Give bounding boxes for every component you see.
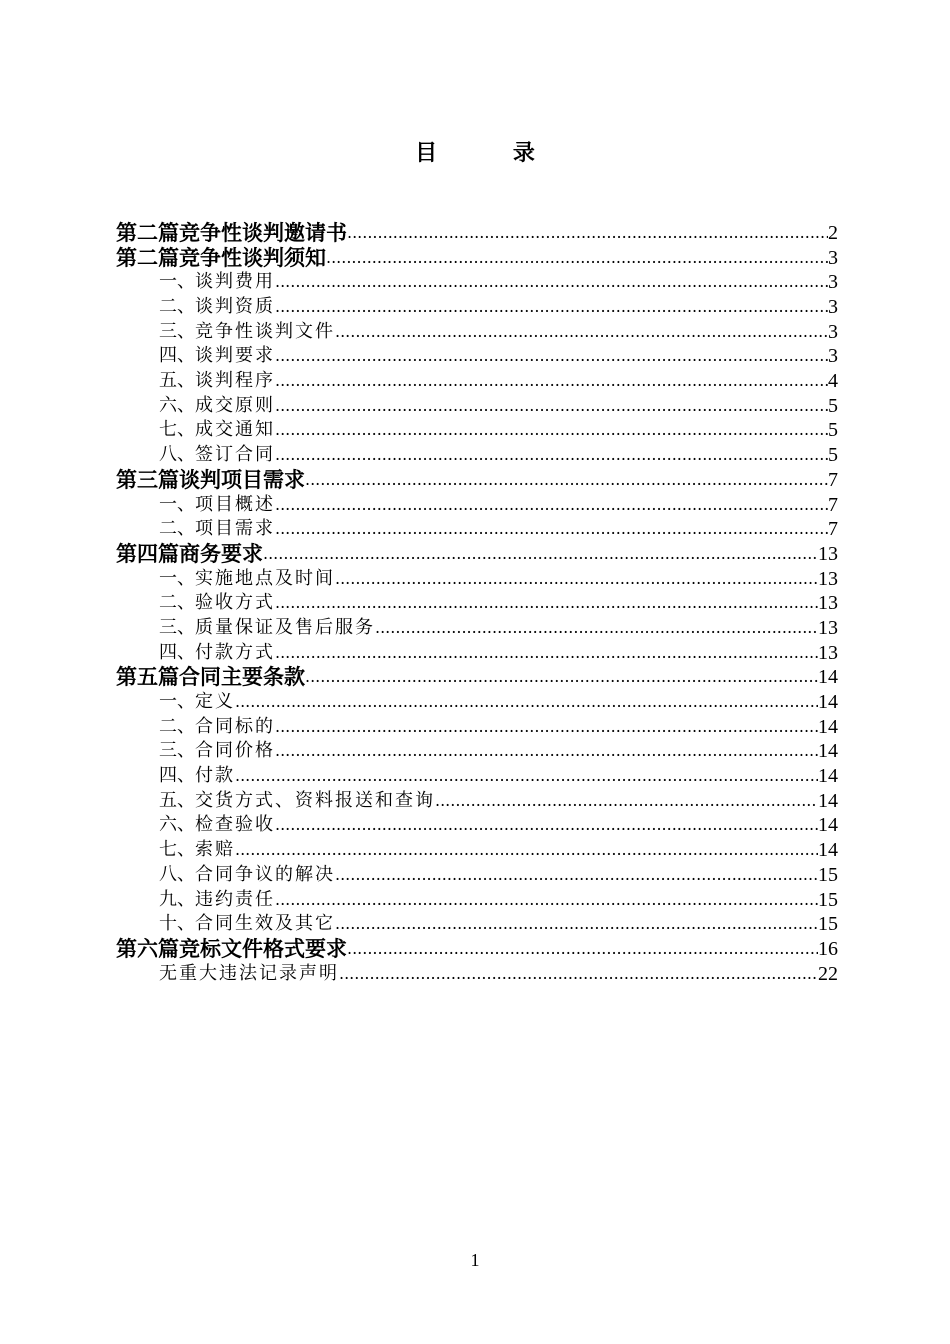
toc-section-entry[interactable] [116,493,838,518]
toc-leader-dots [275,295,828,320]
toc-entry-label: 谈判程序 [195,370,275,392]
toc-entry-number: 一、 [159,493,195,515]
toc-page-number: 14 [818,740,838,763]
toc-entry-label: 成交通知 [195,419,275,441]
toc-page-number: 13 [818,567,838,590]
toc-leader-dots [275,443,828,468]
toc-section-entry[interactable] [116,690,838,715]
toc-leader-dots [275,394,828,419]
toc-chapter-entry[interactable] [116,246,838,271]
toc-chapter-entry[interactable] [116,468,838,493]
toc-entry-number: 第五篇 [116,664,179,690]
toc-page-number: 14 [818,789,838,812]
toc-section-entry[interactable] [116,962,838,987]
toc-chapter-entry[interactable] [116,937,838,962]
toc-entry-label: 项目需求 [195,518,275,540]
toc-entry-label: 竞争性谈判须知 [179,244,326,270]
toc-leader-dots [335,567,818,592]
toc-leader-dots [305,468,828,493]
toc-entry-label: 成交原则 [195,394,275,416]
toc-leader-dots [375,616,818,641]
toc-leader-dots [235,764,818,789]
toc-leader-dots [275,641,818,666]
toc-entry-number: 三、 [159,320,195,342]
toc-page-number: 2 [828,221,838,244]
toc-page-number: 13 [818,641,838,664]
toc-page-number: 13 [818,592,838,615]
toc-entry-number: 七、 [159,839,195,861]
toc-leader-dots [275,739,818,764]
toc-entry-number: 四、 [159,765,195,787]
toc-chapter-entry[interactable] [116,221,838,246]
toc-section-entry[interactable] [116,369,838,394]
toc-chapter-entry[interactable] [116,665,838,690]
toc-entry-label: 付款方式 [195,641,275,663]
toc-page-number: 13 [818,616,838,639]
toc-section-entry[interactable] [116,789,838,814]
toc-leader-dots [275,517,828,542]
toc-page-number: 22 [818,962,838,985]
toc-section-entry[interactable] [116,591,838,616]
toc-section-entry[interactable] [116,912,838,937]
toc-section-entry[interactable] [116,320,838,345]
toc-leader-dots [275,493,828,518]
toc-leader-dots [275,369,828,394]
page-number: 1 [470,1250,480,1270]
toc-entry-number: 第二篇 [116,244,179,270]
toc-entry-label: 检查验收 [195,814,275,836]
toc-leader-dots [347,221,828,246]
toc-entry-number: 三、 [159,740,195,762]
toc-entry-number: 六、 [159,394,195,416]
toc-entry-label: 违约责任 [195,888,275,910]
toc-entry-number: 二、 [159,296,195,318]
toc-section-entry[interactable] [116,517,838,542]
toc-entry-number: 四、 [159,641,195,663]
toc-leader-dots [435,789,818,814]
toc-entry-label: 竞标文件格式要求 [179,935,347,961]
toc-entry-label: 合同标的 [195,715,275,737]
toc-entry-number: 九、 [159,888,195,910]
toc-section-entry[interactable] [116,567,838,592]
toc-page-number: 4 [828,370,838,393]
toc-entry-label: 交货方式、资料报送和查询 [195,789,435,811]
toc-entry-label: 谈判资质 [195,296,275,318]
toc-page-number: 5 [828,394,838,417]
toc-entry-label: 付款 [195,765,235,787]
toc-section-entry[interactable] [116,394,838,419]
toc-leader-dots [275,418,828,443]
toc-leader-dots [275,270,828,295]
toc-page-number: 3 [828,320,838,343]
toc-entry-number: 六、 [159,814,195,836]
toc-entry-label: 竞争性谈判文件 [195,320,335,342]
toc-entry-label: 签订合同 [195,444,275,466]
toc-entry-label: 谈判要求 [195,345,275,367]
toc-entry-number: 五、 [159,370,195,392]
toc-entry-number: 第二篇 [116,219,179,245]
toc-page-number: 15 [818,913,838,936]
toc-leader-dots [235,690,818,715]
toc-chapter-entry[interactable] [116,542,838,567]
toc-page-number: 7 [828,468,838,491]
toc-leader-dots [275,715,818,740]
toc-entry-label: 竞争性谈判邀请书 [179,219,347,245]
toc-entry-number: 八、 [159,863,195,885]
toc-section-entry[interactable] [116,715,838,740]
toc-page-number: 3 [828,296,838,319]
toc-page-number: 15 [818,888,838,911]
toc-page-number: 14 [818,765,838,788]
toc-page-number: 3 [828,271,838,294]
toc-leader-dots [275,888,818,913]
toc-entry-label: 谈判费用 [195,271,275,293]
toc-entry-label: 合同争议的解决 [195,863,335,885]
toc-page-number: 14 [818,715,838,738]
toc-entry-number: 七、 [159,419,195,441]
toc-page-number: 16 [818,937,838,960]
toc-section-entry[interactable] [116,616,838,641]
toc-leader-dots [347,937,818,962]
toc-entry-label: 索赔 [195,839,235,861]
toc-leader-dots [263,542,818,567]
toc-page-number: 5 [828,419,838,442]
toc-entry-label: 谈判项目需求 [179,466,305,492]
toc-entry-label: 合同生效及其它 [195,913,335,935]
toc-leader-dots [275,344,828,369]
toc-page-number: 13 [818,542,838,565]
toc-section-entry[interactable] [116,419,838,444]
toc-leader-dots [335,863,818,888]
toc-entry-label: 商务要求 [179,540,263,566]
toc-section-entry[interactable] [116,641,838,666]
toc-section-entry[interactable] [116,739,838,764]
toc-leader-dots [335,912,818,937]
table-of-contents [116,221,838,986]
toc-page-number: 7 [828,493,838,516]
toc-leader-dots [235,838,818,863]
toc-leader-dots [326,246,828,271]
toc-leader-dots [275,813,818,838]
toc-entry-number: 一、 [159,691,195,713]
toc-entry-number: 二、 [159,592,195,614]
toc-page-number: 14 [818,839,838,862]
toc-entry-label: 合同价格 [195,740,275,762]
toc-entry-number: 一、 [159,567,195,589]
toc-page-number: 3 [828,246,838,269]
toc-entry-number: 第六篇 [116,935,179,961]
toc-entry-number: 三、 [159,616,195,638]
toc-section-entry[interactable] [116,838,838,863]
toc-entry-number: 第三篇 [116,466,179,492]
toc-entry-number: 一、 [159,271,195,293]
toc-section-entry[interactable] [116,888,838,913]
toc-page-number: 15 [818,863,838,886]
toc-section-entry[interactable] [116,863,838,888]
toc-page-number: 14 [818,666,838,689]
toc-page-number: 14 [818,814,838,837]
toc-entry-label: 无重大违法记录声明 [159,962,339,984]
toc-page-number: 5 [828,444,838,467]
toc-title: 目 录 [415,140,569,166]
toc-section-entry[interactable] [116,344,838,369]
toc-page-number: 7 [828,518,838,541]
toc-entry-number: 八、 [159,444,195,466]
toc-leader-dots [305,665,818,690]
toc-section-entry[interactable] [116,295,838,320]
toc-entry-number: 四、 [159,345,195,367]
toc-entry-number: 二、 [159,715,195,737]
toc-leader-dots [335,320,828,345]
toc-entry-number: 五、 [159,789,195,811]
toc-entry-label: 项目概述 [195,493,275,515]
toc-section-entry[interactable] [116,814,838,839]
toc-section-entry[interactable] [116,270,838,295]
toc-entry-label: 质量保证及售后服务 [195,616,375,638]
toc-entry-label: 合同主要条款 [179,664,305,690]
toc-entry-number: 第四篇 [116,540,179,566]
toc-leader-dots [275,591,818,616]
toc-section-entry[interactable] [116,443,838,468]
toc-section-entry[interactable] [116,764,838,789]
toc-entry-label: 验收方式 [195,592,275,614]
toc-page-number: 14 [818,691,838,714]
toc-page-number: 3 [828,345,838,368]
toc-entry-number: 二、 [159,518,195,540]
toc-entry-label: 实施地点及时间 [195,567,335,589]
toc-leader-dots [339,962,818,987]
toc-entry-label: 定义 [195,691,235,713]
toc-entry-number: 十、 [159,913,195,935]
